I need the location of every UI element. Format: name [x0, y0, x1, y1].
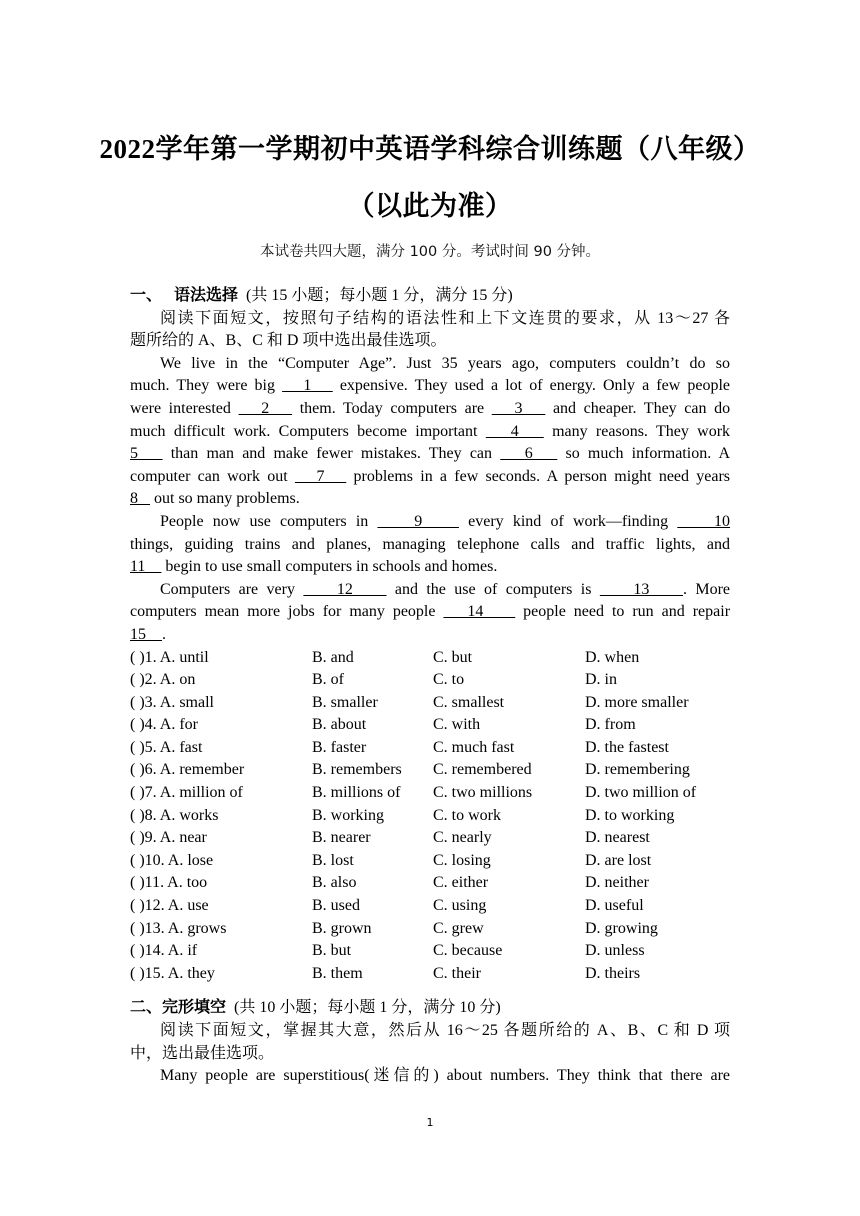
- option-d: D. remembering: [585, 761, 690, 779]
- question-number-option-a: ( )14. A. if: [130, 942, 198, 960]
- option-b: B. nearer: [312, 829, 371, 847]
- question-number-option-a: ( )8. A. works: [130, 806, 219, 824]
- page-number: 1: [426, 1116, 434, 1129]
- option-d: D. two million of: [585, 784, 697, 802]
- option-b: B. grown: [312, 919, 372, 937]
- section1-name: 语法选择: [174, 287, 239, 304]
- option-d: D. the fastest: [585, 738, 669, 756]
- section2-name: 完形填空: [162, 999, 227, 1017]
- question-row[interactable]: [130, 850, 730, 873]
- question-number-option-a: ( )11. A. too: [130, 874, 208, 892]
- passage-line: 5 than man and make fewer mistakes. They can 6 so much information. A: [130, 445, 731, 463]
- option-d: D. in: [585, 671, 617, 689]
- option-b: B. about: [312, 716, 367, 734]
- blank-11: 11: [130, 558, 162, 576]
- section1-instruction-2: 题所给的 A、B、C 和 D 项中选出最佳选项。: [130, 332, 447, 350]
- question-row[interactable]: [130, 918, 730, 941]
- option-b: B. millions of: [312, 784, 401, 802]
- passage-line: things, guiding trains and planes, managing telephone calls and traffic lights, and: [130, 535, 730, 553]
- passage-line: We live in the “Computer Age”. Just 35 years ago, computers couldn’t do so: [160, 354, 730, 372]
- passage-line: were interested 2 them. Today computers are 3 and cheaper. They can do: [130, 399, 731, 417]
- question-number-option-a: ( )2. A. on: [130, 671, 196, 689]
- option-c: C. but: [433, 648, 473, 666]
- option-d: D. theirs: [585, 964, 641, 982]
- option-b: B. and: [312, 648, 354, 666]
- question-row[interactable]: [130, 714, 730, 737]
- option-d: D. when: [585, 648, 640, 666]
- blank-6: 6: [500, 445, 558, 463]
- option-c: C. grew: [433, 919, 484, 937]
- question-row[interactable]: [130, 963, 730, 986]
- passage-line: computers mean more jobs for many people 14 people need to run and repair: [130, 603, 731, 621]
- question-number-option-a: ( )5. A. fast: [130, 738, 203, 756]
- question-row[interactable]: [130, 759, 730, 782]
- question-number-option-a: ( )6. A. remember: [130, 761, 245, 779]
- option-c: C. remembered: [433, 761, 532, 779]
- option-d: D. neither: [585, 874, 649, 892]
- section1-instruction-1: 阅读下面短文，按照句子结构的语法性和上下文连贯的要求，从 13～27 各: [160, 309, 730, 327]
- option-c: C. two millions: [433, 784, 533, 802]
- question-number-option-a: ( )15. A. they: [130, 964, 215, 982]
- option-b: B. used: [312, 897, 360, 915]
- option-b: B. working: [312, 806, 384, 824]
- option-c: C. either: [433, 874, 489, 892]
- passage-line: 15 .: [130, 625, 166, 643]
- document-subtitle: （以此为准）: [347, 191, 513, 221]
- question-row[interactable]: [130, 692, 730, 715]
- blank-2: 2: [238, 399, 293, 417]
- option-c: C. smallest: [433, 693, 505, 711]
- blank-14: 14: [443, 603, 516, 621]
- question-number-option-a: ( )7. A. million of: [130, 784, 243, 802]
- option-c: C. much fast: [433, 738, 515, 756]
- blank-3: 3: [491, 399, 546, 417]
- option-c: C. using: [433, 897, 487, 915]
- option-c: C. losing: [433, 851, 491, 869]
- question-number-option-a: ( )4. A. for: [130, 716, 198, 734]
- option-d: D. useful: [585, 897, 644, 915]
- section2-instruction-1: 阅读下面短文，掌握其大意，然后从 16～25 各题所给的 A、B、C 和 D 项: [160, 1022, 730, 1039]
- question-row[interactable]: [130, 872, 730, 895]
- passage-line: Computers are very 12 and the use of computers is 13 . More: [160, 580, 731, 598]
- section1-note: (共 15 小题；每小题 1 分，满分 15 分): [246, 287, 513, 304]
- question-row[interactable]: [130, 669, 730, 692]
- section2-heading: [130, 997, 730, 1020]
- question-row[interactable]: [130, 737, 730, 760]
- option-c: C. their: [433, 964, 481, 982]
- option-d: D. from: [585, 716, 636, 734]
- blank-12: 12: [303, 580, 387, 598]
- passage-line: 8 out so many problems.: [130, 490, 300, 508]
- option-b: B. but: [312, 942, 352, 960]
- question-number-option-a: ( )10. A. lose: [130, 851, 214, 869]
- blank-10: 10: [677, 512, 731, 530]
- option-b: B. remembers: [312, 761, 402, 779]
- option-b: B. faster: [312, 738, 367, 756]
- passage-line: computer can work out 7 problems in a few seconds. A person might need years: [130, 467, 731, 485]
- option-c: C. nearly: [433, 829, 492, 847]
- passage-line: 11 begin to use small computers in schools and homes.: [130, 558, 498, 576]
- option-b: B. smaller: [312, 693, 378, 711]
- question-number-option-a: ( )3. A. small: [130, 693, 214, 711]
- section1-heading: [130, 285, 730, 308]
- document-title: 2022学年第一学期初中英语学科综合训练题（八年级）: [99, 134, 761, 164]
- question-number-option-a: ( )1. A. until: [130, 648, 209, 666]
- option-d: D. are lost: [585, 851, 652, 869]
- option-c: C. because: [433, 942, 503, 960]
- blank-4: 4: [485, 422, 544, 440]
- option-b: B. of: [312, 671, 344, 689]
- section2-number: 二、: [130, 999, 163, 1017]
- question-number-option-a: ( )13. A. grows: [130, 919, 227, 937]
- question-row[interactable]: [130, 940, 730, 963]
- option-d: D. nearest: [585, 829, 650, 847]
- passage-line: much difficult work. Computers become important 4 many reasons. They work: [130, 422, 731, 440]
- blank-7: 7: [294, 467, 347, 485]
- section2-instruction-2: 中，选出最佳选项。: [130, 1044, 275, 1062]
- blank-5: 5: [130, 445, 163, 463]
- option-d: D. more smaller: [585, 693, 689, 711]
- question-number-option-a: ( )12. A. use: [130, 897, 209, 915]
- question-row[interactable]: [130, 647, 730, 670]
- option-d: D. growing: [585, 919, 658, 937]
- option-b: B. them: [312, 964, 363, 982]
- question-row[interactable]: [130, 805, 730, 828]
- blank-15: 15: [130, 625, 162, 643]
- question-row[interactable]: [130, 895, 730, 918]
- option-c: C. with: [433, 716, 481, 734]
- passage-line: much. They were big 1 expensive. They used a lot of energy. Only a few people: [130, 377, 731, 395]
- blank-8: 8: [130, 490, 150, 508]
- question-list: [130, 647, 730, 986]
- section2-note: (共 10 小题；每小题 1 分，满分 10 分): [234, 999, 501, 1017]
- option-b: B. lost: [312, 851, 354, 869]
- question-row[interactable]: [130, 827, 730, 850]
- exam-info: 本试卷共四大题，满分 100 分。考试时间 90 分钟。: [259, 244, 601, 260]
- option-c: C. to work: [433, 806, 501, 824]
- section1-number: 一、: [130, 287, 163, 304]
- content: [130, 285, 730, 1088]
- option-d: D. unless: [585, 942, 645, 960]
- passage-line: People now use computers in 9 every kind of work—finding 10: [160, 512, 731, 530]
- blank-1: 1: [282, 377, 333, 395]
- blank-9: 9: [377, 512, 459, 530]
- question-row[interactable]: [130, 782, 730, 805]
- blank-13: 13: [599, 580, 683, 598]
- option-d: D. to working: [585, 806, 675, 824]
- section2-passage-line: Many people are superstitious(迷信的) about numbers. They think that there are: [160, 1067, 730, 1085]
- option-b: B. also: [312, 874, 357, 892]
- option-c: C. to: [433, 671, 465, 689]
- question-number-option-a: ( )9. A. near: [130, 829, 207, 847]
